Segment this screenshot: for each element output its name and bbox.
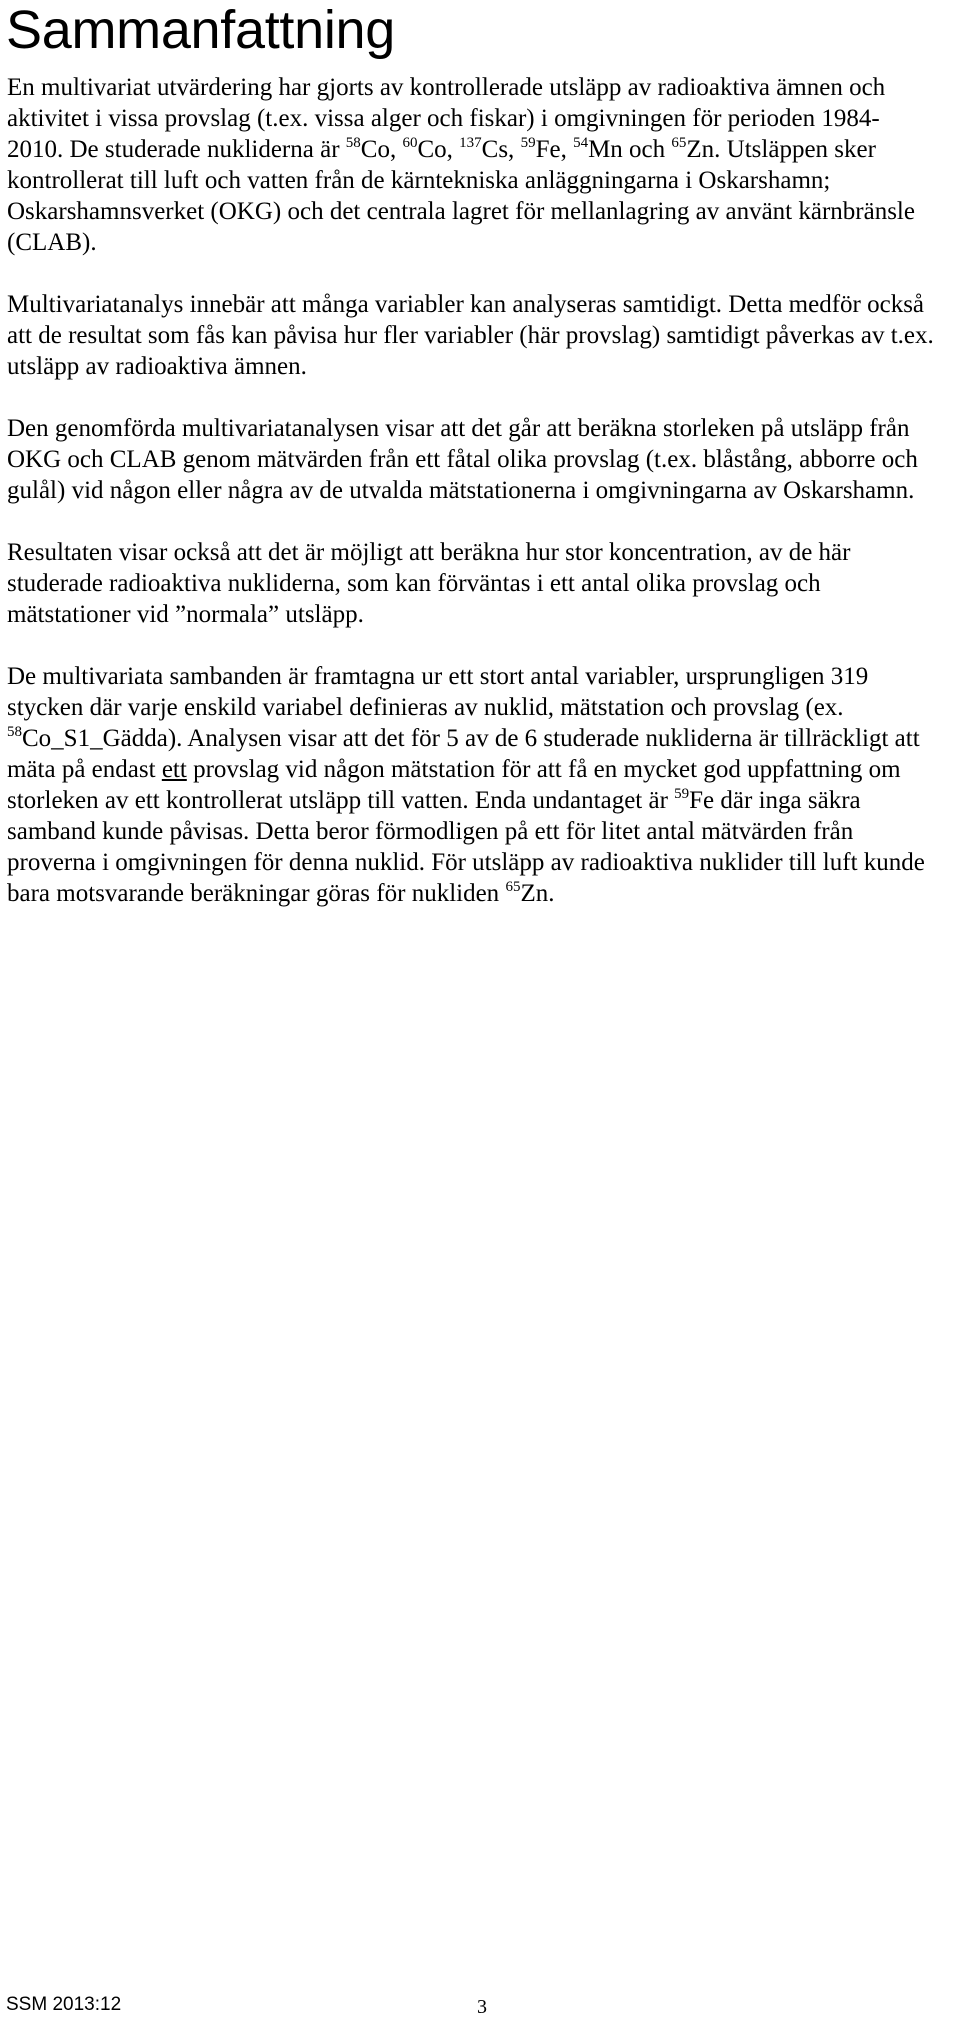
paragraph-concentration-result: Resultaten visar också att det är möjligt att beräkna hur stor koncentration, av de här studerade radioaktiva nukliderna, som kan förväntas i ett antal olika provslag och mätstationer vid ”normala” utsläpp. [7, 539, 851, 628]
paragraph-text: Co_S1_Gädda). Analysen visar att det för 5 av de 6 studerade nukliderna är tillräckligt att mäta på endast [7, 725, 920, 783]
paragraph-text: Zn. [520, 880, 555, 907]
paragraph-intro [7, 72, 935, 258]
nuclide-symbol: Co, [417, 136, 460, 163]
isotope-mass-number: 58 [345, 134, 361, 151]
paragraph-text: provslag vid någon mätstation för att få en mycket god uppfattning om storleken av ett kontrollerat utsläpp till vatten. Enda undantaget är [7, 756, 901, 814]
nuclide-symbol: Zn. [686, 136, 721, 163]
isotope-mass-number: 59 [674, 785, 690, 802]
nuclide-symbol: Cs, [481, 136, 521, 163]
report-id: SSM 2013:12 [6, 1994, 122, 2015]
paragraph-text: De multivariata sambanden är framtagna ur ett stort antal variabler, ursprungligen 319 stycken där varje enskild variabel definieras av nuklid, mätstation och provslag (ex. [7, 663, 869, 721]
page-number: 3 [477, 1996, 487, 2018]
emphasized-word: ett [161, 756, 187, 783]
summary-body [7, 72, 935, 909]
isotope-mass-number: 65 [505, 878, 521, 895]
isotope-mass-number: 59 [520, 134, 536, 151]
paragraph-text: Utsläppen sker kontrollerat till luft och vatten från de kärntekniska anläggningarna i Oskarshamn; Oskarshamnsverket (OKG) och det centrala lagret för mellanlagring av använt kärnbränsle (CLAB). [7, 136, 915, 256]
isotope-mass-number: 54 [573, 134, 589, 151]
nuclide-symbol: Mn och [588, 136, 672, 163]
nuclide-symbol: Co, [360, 136, 403, 163]
paragraph-analysis-result: Den genomförda multivariatanalysen visar att det går att beräkna storleken på utsläpp från OKG och CLAB genom mätvärden från ett fåtal olika provslag (t.ex. blåstång, abborre och gulål) vid någon eller några av de utvalda mätstationerna i omgivningarna av Oskarshamn. [7, 415, 918, 504]
paragraph-multivariate-analysis: Multivariatanalys innebär att många variabler kan analyseras samtidigt. Detta medför också att de resultat som fås kan påvisa hur fler variabler (här provslag) samtidigt påverkas av t.ex. utsläpp av radioaktiva ämnen. [7, 291, 934, 380]
page-title: Sammanfattning [6, 0, 396, 60]
isotope-mass-number: 60 [402, 134, 418, 151]
paragraph-text: Fe där inga säkra samband kunde påvisas. Detta beror förmodligen på ett för litet antal mätvärden från proverna i omgivningen för denna nuklid. För utsläpp av radioaktiva nuklider till luft kunde bara motsvarande beräkningar göras för nukliden [7, 787, 925, 907]
isotope-mass-number: 58 [7, 723, 22, 740]
isotope-mass-number: 137 [459, 134, 482, 151]
paragraph-relationships [7, 661, 935, 909]
isotope-mass-number: 65 [671, 134, 687, 151]
paragraph-text: En multivariat utvärdering har gjorts av kontrollerade utsläpp av radioaktiva ämnen och aktivitet i vissa provslag (t.ex. vissa alger och fiskar) i omgivningen för perioden 1984-2010. De studerade nukliderna är [7, 74, 886, 163]
nuclide-symbol: Fe, [535, 136, 574, 163]
